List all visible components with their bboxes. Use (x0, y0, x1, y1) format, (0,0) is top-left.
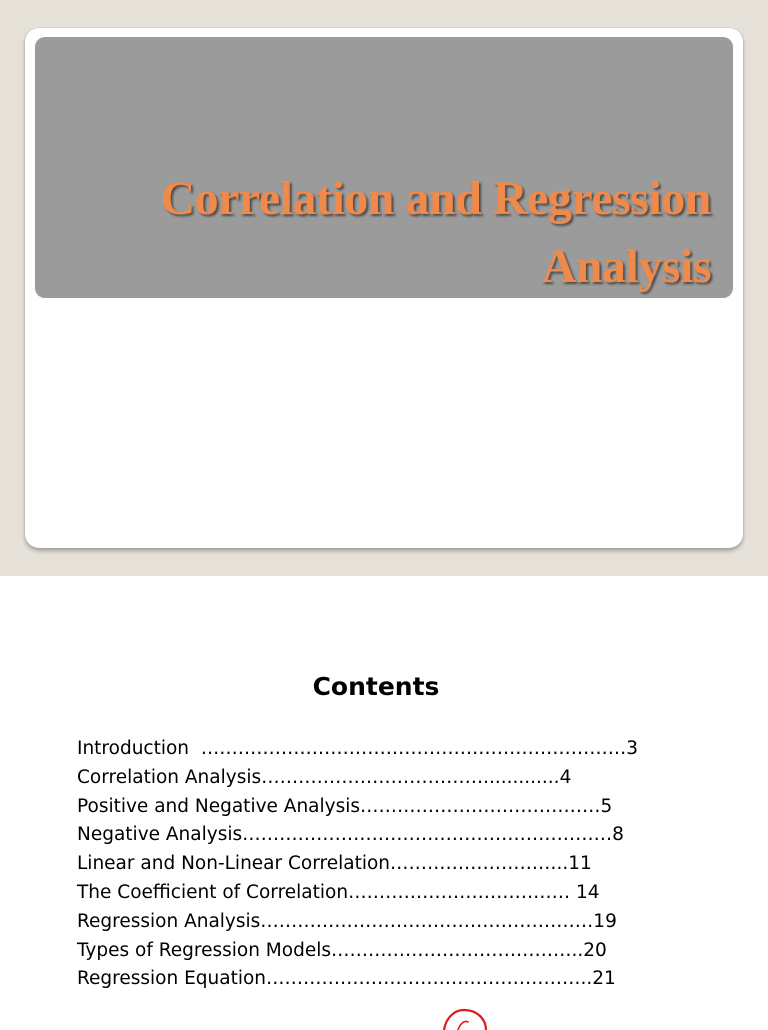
table-of-contents (77, 735, 677, 994)
slide-title-line-2: Analysis (541, 240, 711, 293)
toc-entry: Linear and Non-Linear Correlation………………………..11 (77, 853, 592, 875)
toc-entry: Negative Analysis……………………………………………………8 (77, 824, 624, 846)
toc-entry: Positive and Negative Analysis…………………………………5 (77, 795, 613, 817)
toc-entry: The Coefficient of Correlation……………………………… 14 (77, 881, 600, 903)
slide-title-line-1: Correlation and Regression (160, 172, 711, 225)
toc-entry: Correlation Analysis……………………………….............4 (77, 766, 572, 788)
toc-entry: Regression Analysis………………………………………………19 (77, 910, 617, 932)
slide-card (25, 28, 743, 548)
toc-entry: Introduction ……………………………………………………………3 (77, 738, 639, 759)
slide-title (160, 165, 711, 301)
red-handwritten-mark-icon (436, 1000, 496, 1030)
title-band (35, 37, 733, 298)
toc-entry: Regression Equation……………………………………………..21 (77, 968, 616, 990)
toc-entry: Types of Regression Models…………………………………..20 (77, 939, 607, 961)
contents-heading: Contents (312, 672, 440, 701)
